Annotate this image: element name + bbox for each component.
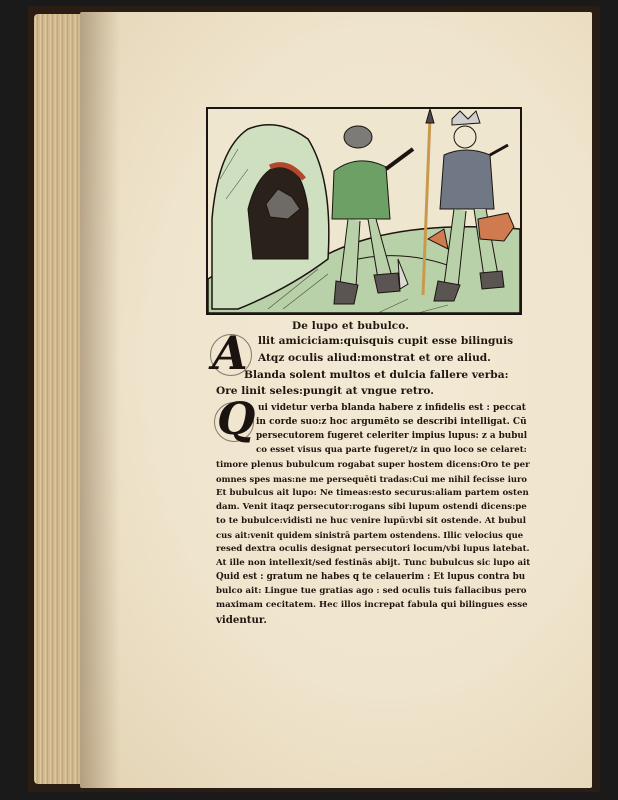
gutter-shadow: [80, 12, 120, 788]
prose-line-11: resed dextra oculis designat persecutori locum/vbi lupus latebat.: [216, 544, 530, 554]
prose-line-13: Quid est : gratum ne habes q te celauerim : Et lupus contra bu: [216, 572, 526, 582]
prose-line-5: timore plenus bubulcum rogabat super hostem dicens:Oro te per: [216, 460, 530, 470]
prose-line-4: co esset visus qua parte fugeret/z in quo loco se celaret:: [256, 445, 527, 455]
prose-line-8: dam. Venit itaqz persecutor:rogans sibi lupum ostendi dicens:pe: [216, 502, 527, 512]
woodcut-scene: [208, 109, 520, 313]
prose-line-15: maximam cecitatem. Hec illos increpat fabula qui bilingues esse: [216, 600, 528, 610]
woodcut-illustration: [206, 107, 522, 315]
prose-line-12: At ille non intellexit/sed festinās abijt. Tunc bubulcus sic lupo ait: [216, 558, 531, 568]
verse-line-2: Atqz oculis aliud:monstrat et ore aliud.: [258, 352, 491, 364]
prose-line-1: ui videtur verba blanda habere z infidelis est : peccat: [258, 403, 526, 413]
prose-line-16: videntur.: [216, 614, 267, 626]
prose-line-10: cus ait:venit quidem sinistrā partem ostendens. Illic velocius que: [216, 530, 524, 540]
prose-line-2: in corde suo:z hoc argumēto se describi intelligat. Cū: [256, 417, 527, 427]
prose-line-7: Et bubulcus ait lupo: Ne timeas:esto securus:aliam partem osten: [216, 488, 529, 498]
initial-ornament: [214, 402, 254, 442]
decorated-initial-q: Q: [217, 394, 256, 445]
prose-line-3: persecutorem fugeret celeriter impius lupus: z a bubul: [256, 431, 528, 441]
verse-line-3: Blanda solent multos et dulcia fallere verba:: [244, 369, 509, 381]
prose-line-14: bulco ait: Lingue tue gratias ago : sed oculis tuis fallacibus pero: [216, 586, 527, 596]
prose-line-9: to te bubulce:vidisti ne huc venire lupū:vbi sit ostende. At bubul: [216, 516, 526, 526]
verse-line-1: llit amiciciam:quisquis cupit esse bilinguis: [258, 335, 514, 347]
verse-line-4: Ore linit seles:pungit at vngue retro.: [216, 385, 434, 397]
fable-title: De lupo et bubulco.: [292, 320, 409, 332]
decorated-initial-a: A: [212, 326, 248, 380]
prose-line-6: omnes spes mas:ne me persequēti tradas:Cui me nihil fecisse iuro: [216, 474, 527, 484]
